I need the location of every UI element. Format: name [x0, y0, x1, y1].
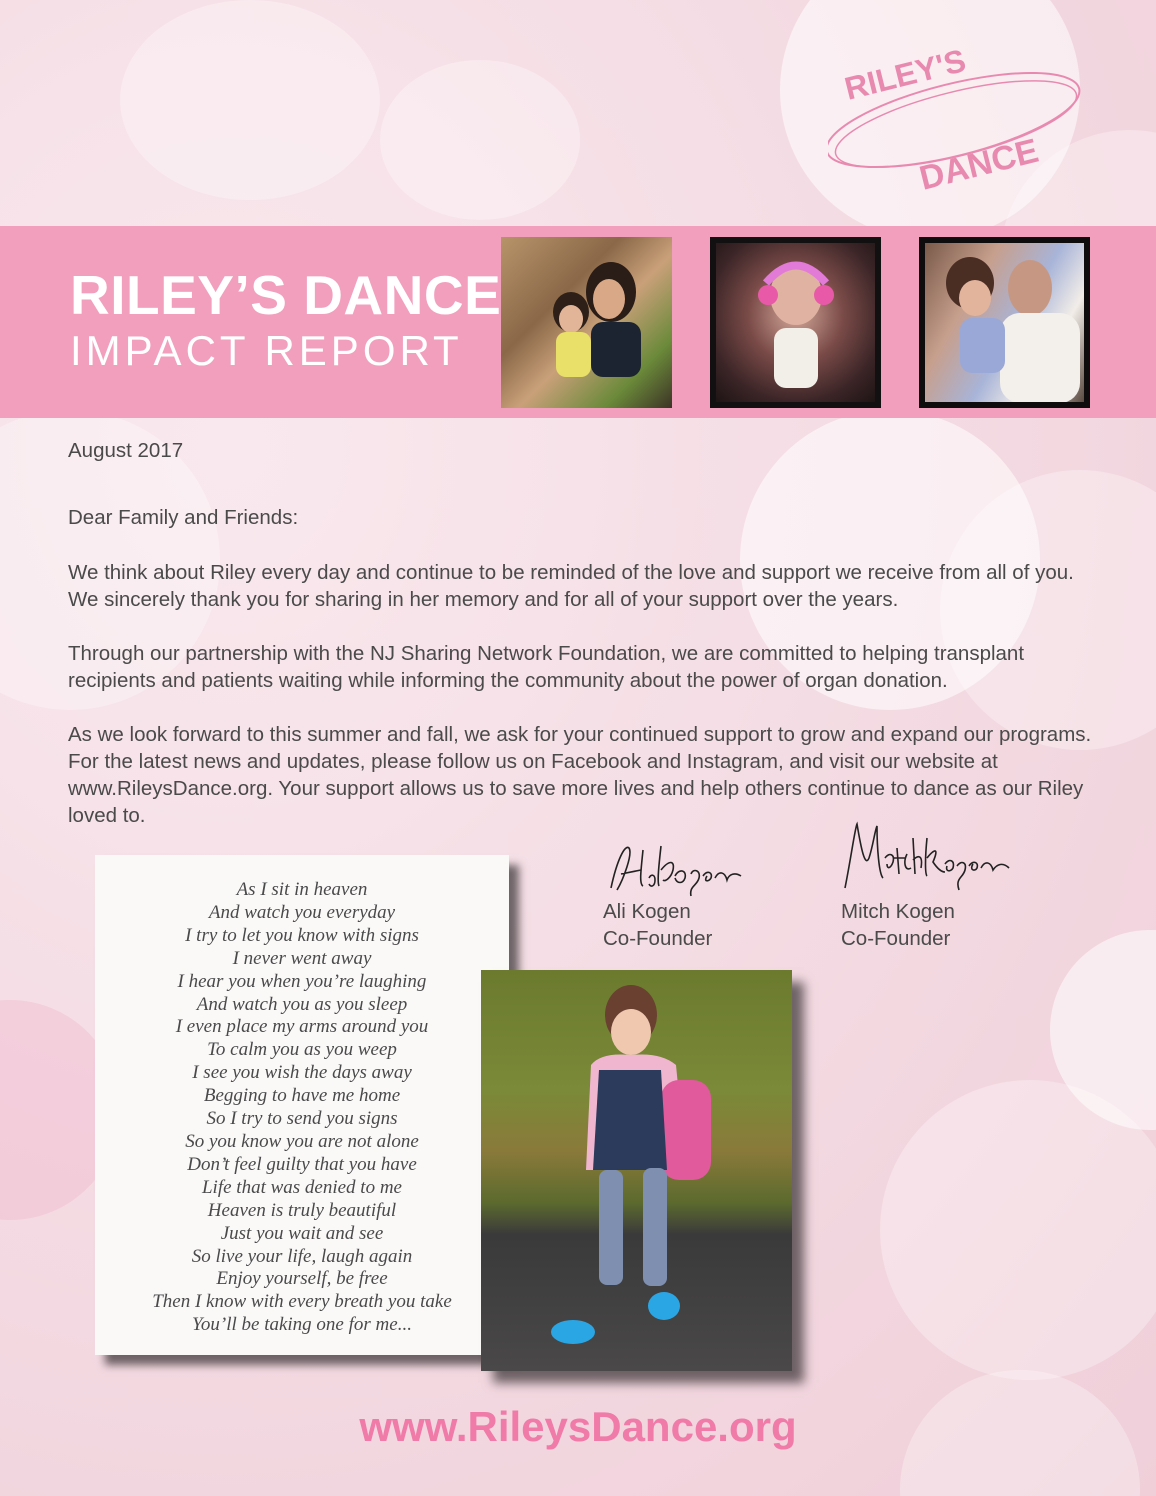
rileys-dance-logo: [828, 40, 1098, 200]
photo-riley-walking: [481, 970, 792, 1371]
logo-line2: DANCE: [915, 131, 1043, 198]
photo-girl-with-headphones: [710, 237, 881, 408]
signer-name: Ali Kogen: [603, 900, 691, 923]
poem-line: I never went away: [232, 947, 372, 969]
poem-card: [95, 855, 509, 1355]
signer-name: Mitch Kogen: [841, 900, 955, 923]
letter-paragraph: We think about Riley every day and continue to be reminded of the love and support we receive from all of you. We sincerely thank you for sharing in her memory and for all of your support over the years.: [68, 561, 1074, 611]
poem-line: So I try to send you signs: [206, 1108, 398, 1130]
photo-father-and-daughter: [919, 237, 1090, 408]
page-subtitle: IMPACT REPORT: [70, 327, 463, 374]
poem-line: I hear you when you’re laughing: [177, 970, 427, 992]
poem: [95, 879, 509, 1337]
poem-line: Just you wait and see: [220, 1222, 384, 1244]
poem-line: As I sit in heaven: [236, 879, 368, 900]
poem-line: So live your life, laugh again: [191, 1245, 413, 1267]
poem-line: Enjoy yourself, be free: [216, 1268, 388, 1290]
poem-line: I try to let you know with signs: [185, 924, 419, 946]
letter-paragraph: As we look forward to this summer and fall, we ask for your continued support to grow and expand our programs. For the latest news and updates, please follow us on Facebook and Instagram, and visit our website at www.RileysDance.org. Your support allows us to save more lives and help others continue to dance as our Riley loved to.: [68, 723, 1092, 827]
signature-ali-kogen: [603, 830, 773, 898]
signer-title: Co-Founder: [841, 927, 951, 950]
signature-block: [603, 830, 773, 952]
signature-block: [841, 818, 1011, 952]
photo-mother-and-daughter: [501, 237, 672, 408]
letter-greeting: Dear Family and Friends:: [68, 506, 299, 529]
signer-title: Co-Founder: [603, 927, 713, 950]
website-url[interactable]: www.RileysDance.org: [359, 1403, 797, 1450]
poem-line: Life that was denied to me: [201, 1176, 402, 1198]
poem-line: And watch you everyday: [208, 901, 396, 923]
poem-line: You’ll be taking one for me...: [192, 1314, 412, 1336]
poem-line: Don’t feel guilty that you have: [187, 1153, 417, 1175]
poem-line: I even place my arms around you: [175, 1016, 429, 1038]
poem-line: Then I know with every breath you take: [152, 1291, 452, 1313]
signature-mitch-kogen: [841, 818, 1011, 898]
poem-line: So you know you are not alone: [185, 1130, 419, 1152]
poem-line: I see you wish the days away: [192, 1062, 412, 1084]
poem-line: Begging to have me home: [203, 1085, 401, 1107]
logo-line1: RILEY'S: [840, 42, 970, 107]
letter-paragraph: Through our partnership with the NJ Sharing Network Foundation, we are committed to helping transplant recipients and patients waiting while informing the community about the power of organ donation.: [68, 642, 1025, 692]
poem-line: To calm you as you weep: [207, 1039, 397, 1061]
page-title: RILEY’S DANCE: [70, 264, 502, 326]
poem-line: Heaven is truly beautiful: [207, 1199, 397, 1221]
letter-date: August 2017: [68, 439, 184, 462]
poem-line: And watch you as you sleep: [196, 993, 408, 1015]
